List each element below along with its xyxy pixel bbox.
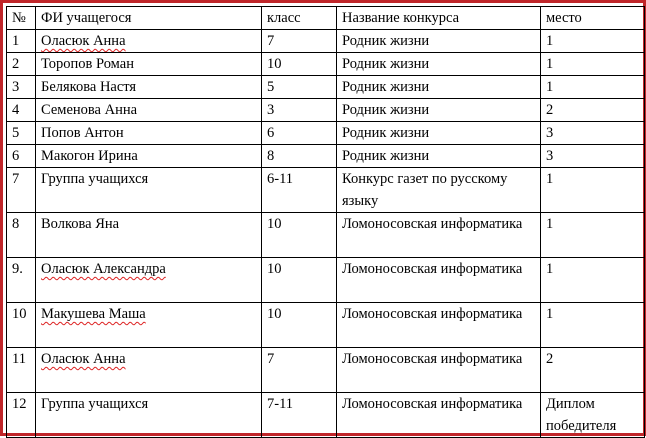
- cell-grade: 7: [262, 30, 337, 53]
- cell-contest: Родник жизни: [337, 99, 541, 122]
- cell-number: 9.: [7, 258, 36, 303]
- cell-student-name: Волкова Яна: [36, 213, 262, 258]
- cell-student-name: [36, 303, 262, 348]
- cell-grade: 10: [262, 53, 337, 76]
- cell-grade: 7: [262, 348, 337, 393]
- table-row: [7, 53, 645, 76]
- cell-number: 2: [7, 53, 36, 76]
- table-row: [7, 76, 645, 99]
- cell-student-name: Белякова Настя: [36, 76, 262, 99]
- student-name: Оласюк Анна: [41, 33, 126, 49]
- cell-place: 2: [541, 99, 645, 122]
- cell-grade: 5: [262, 76, 337, 99]
- cell-place: 2: [541, 348, 645, 393]
- cell-contest: Ломоносовская информатика: [337, 303, 541, 348]
- cell-contest: Родник жизни: [337, 145, 541, 168]
- cell-contest: Родник жизни: [337, 76, 541, 99]
- table-row: [7, 99, 645, 122]
- cell-student-name: Торопов Роман: [36, 53, 262, 76]
- cell-grade: 10: [262, 258, 337, 303]
- cell-grade: 6: [262, 122, 337, 145]
- cell-place: 1: [541, 53, 645, 76]
- cell-number: 6: [7, 145, 36, 168]
- table-row: [7, 258, 645, 303]
- cell-place: 1: [541, 76, 645, 99]
- table-row: [7, 168, 645, 213]
- cell-grade: 10: [262, 213, 337, 258]
- cell-number: 5: [7, 122, 36, 145]
- header-contest: Название конкурса: [337, 7, 541, 30]
- cell-place: 3: [541, 122, 645, 145]
- cell-contest: Ломоносовская информатика: [337, 258, 541, 303]
- cell-place: 3: [541, 145, 645, 168]
- header-grade: класс: [262, 7, 337, 30]
- cell-place: Диплом победителя: [541, 393, 645, 438]
- table-header-row: [7, 7, 645, 30]
- table-row: [7, 393, 645, 438]
- cell-student-name: [36, 258, 262, 303]
- cell-place: 1: [541, 258, 645, 303]
- cell-place: 1: [541, 30, 645, 53]
- cell-student-name: Семенова Анна: [36, 99, 262, 122]
- cell-student-name: Попов Антон: [36, 122, 262, 145]
- cell-number: 3: [7, 76, 36, 99]
- cell-grade: 7-11: [262, 393, 337, 438]
- cell-contest: Конкурс газет по русскому языку: [337, 168, 541, 213]
- cell-number: 7: [7, 168, 36, 213]
- table-row: [7, 213, 645, 258]
- cell-student-name: Группа учащихся: [36, 168, 262, 213]
- cell-grade: 3: [262, 99, 337, 122]
- table-row: [7, 30, 645, 53]
- table-row: [7, 122, 645, 145]
- table-row: [7, 348, 645, 393]
- cell-grade: 6-11: [262, 168, 337, 213]
- cell-contest: Родник жизни: [337, 122, 541, 145]
- cell-contest: Ломоносовская информатика: [337, 213, 541, 258]
- cell-place: 1: [541, 213, 645, 258]
- cell-contest: Родник жизни: [337, 53, 541, 76]
- cell-place: 1: [541, 168, 645, 213]
- student-name: Макушева Маша: [41, 306, 146, 322]
- header-place: место: [541, 7, 645, 30]
- cell-number: 12: [7, 393, 36, 438]
- cell-grade: 8: [262, 145, 337, 168]
- cell-place: 1: [541, 303, 645, 348]
- table-row: [7, 145, 645, 168]
- cell-number: 1: [7, 30, 36, 53]
- cell-contest: Ломоносовская информатика: [337, 393, 541, 438]
- student-name: Оласюк Александра: [41, 261, 166, 277]
- cell-student-name: Макогон Ирина: [36, 145, 262, 168]
- table-row: [7, 303, 645, 348]
- cell-contest: Ломоносовская информатика: [337, 348, 541, 393]
- cell-grade: 10: [262, 303, 337, 348]
- cell-contest: Родник жизни: [337, 30, 541, 53]
- cell-student-name: [36, 348, 262, 393]
- cell-number: 10: [7, 303, 36, 348]
- results-table: [6, 6, 645, 438]
- cell-number: 4: [7, 99, 36, 122]
- header-number: №: [7, 7, 36, 30]
- cell-student-name: [36, 30, 262, 53]
- student-name: Оласюк Анна: [41, 351, 126, 367]
- cell-number: 11: [7, 348, 36, 393]
- header-student-name: ФИ учащегося: [36, 7, 262, 30]
- cell-number: 8: [7, 213, 36, 258]
- cell-student-name: Группа учащихся: [36, 393, 262, 438]
